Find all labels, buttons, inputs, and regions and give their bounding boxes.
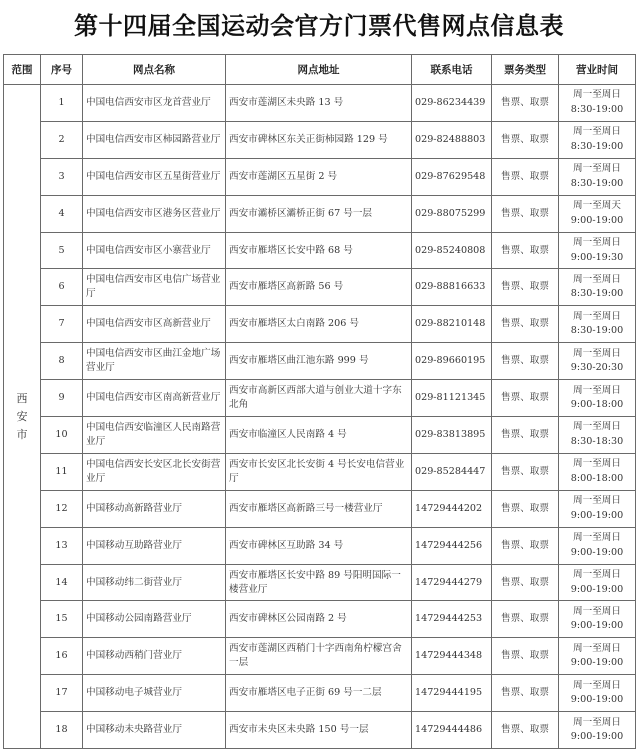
business-time: 9:00-18:00 <box>570 399 624 411</box>
outlet-phone: 029-85240808 <box>412 232 492 269</box>
area-label: 西安市 <box>16 391 28 441</box>
outlet-name: 中国移动电子城营业厅 <box>83 675 226 712</box>
ticket-type: 售票、取票 <box>492 380 559 417</box>
table-row <box>4 232 636 269</box>
business-days: 周一至周日 <box>573 310 621 322</box>
outlet-address: 西安市莲湖区五星街 2 号 <box>226 158 412 195</box>
business-time: 8:30-19:00 <box>570 325 624 337</box>
business-days: 周一至周日 <box>573 642 621 654</box>
row-number: 4 <box>41 195 83 232</box>
document-title: 第十四届全国运动会官方门票代售网点信息表 <box>74 11 564 40</box>
business-hours <box>559 417 636 454</box>
outlet-address: 西安市高新区西部大道与创业大道十字东北角 <box>226 380 412 417</box>
business-hours <box>559 343 636 380</box>
business-time: 9:00-19:00 <box>570 620 624 632</box>
business-hours <box>559 85 636 122</box>
business-days: 周一至周日 <box>573 273 621 285</box>
row-number: 8 <box>41 343 83 380</box>
outlet-phone: 14729444253 <box>412 601 492 638</box>
outlet-address: 西安市雁塔区高新路三号一楼营业厅 <box>226 490 412 527</box>
row-number: 9 <box>41 380 83 417</box>
outlet-name: 中国电信西安市区电信广场营业厅 <box>83 269 226 306</box>
business-time: 8:30-19:00 <box>570 103 624 115</box>
header-number: 序号 <box>41 55 83 85</box>
table-row <box>4 453 636 490</box>
business-time: 9:00-19:00 <box>570 694 624 706</box>
header-ticket-type: 票务类型 <box>492 55 559 85</box>
business-hours <box>559 121 636 158</box>
business-hours <box>559 675 636 712</box>
business-days: 周一至周日 <box>573 532 621 544</box>
ticket-type: 售票、取票 <box>492 453 559 490</box>
business-hours <box>559 564 636 601</box>
row-number: 13 <box>41 527 83 564</box>
header-business-hours: 营业时间 <box>559 55 636 85</box>
outlet-name: 中国电信西安市区南高新营业厅 <box>83 380 226 417</box>
ticket-type: 售票、取票 <box>492 564 559 601</box>
business-hours <box>559 490 636 527</box>
business-hours <box>559 712 636 749</box>
ticket-type: 售票、取票 <box>492 527 559 564</box>
outlet-address: 西安市雁塔区太白南路 206 号 <box>226 306 412 343</box>
table-row <box>4 601 636 638</box>
business-hours <box>559 527 636 564</box>
business-days: 周一至周日 <box>573 89 621 101</box>
header-outlet-address: 网点地址 <box>226 55 412 85</box>
outlet-name: 中国电信西安临潼区人民南路营业厅 <box>83 417 226 454</box>
ticket-type: 售票、取票 <box>492 417 559 454</box>
business-days: 周一至周日 <box>573 163 621 175</box>
business-time: 9:00-19:00 <box>570 546 624 558</box>
outlet-name: 中国电信西安市区高新营业厅 <box>83 306 226 343</box>
business-days: 周一至周日 <box>573 716 621 728</box>
business-time: 9:00-19:30 <box>570 251 624 263</box>
business-hours <box>559 380 636 417</box>
row-number: 18 <box>41 712 83 749</box>
business-days: 周一至周日 <box>573 237 621 248</box>
outlet-phone: 029-87629548 <box>412 158 492 195</box>
ticket-type: 售票、取票 <box>492 85 559 122</box>
outlet-name: 中国移动公园南路营业厅 <box>83 601 226 638</box>
outlet-address: 西安市碑林区互助路 34 号 <box>226 527 412 564</box>
outlet-address: 西安市莲湖区西稍门十字西南角柠檬宫舍一层 <box>226 638 412 675</box>
outlet-name: 中国电信西安市区小寨营业厅 <box>83 232 226 269</box>
business-time: 9:00-19:00 <box>570 509 624 521</box>
business-hours <box>559 453 636 490</box>
table-row <box>4 121 636 158</box>
row-number: 1 <box>41 85 83 122</box>
outlet-address: 西安市莲湖区未央路 13 号 <box>226 85 412 122</box>
ticket-type: 售票、取票 <box>492 675 559 712</box>
business-time: 8:30-19:00 <box>570 140 624 152</box>
outlet-phone: 029-81121345 <box>412 380 492 417</box>
table-row <box>4 638 636 675</box>
outlet-name: 中国移动互助路营业厅 <box>83 527 226 564</box>
header-outlet-name: 网点名称 <box>83 55 226 85</box>
ticket-type: 售票、取票 <box>492 490 559 527</box>
ticket-type: 售票、取票 <box>492 601 559 638</box>
business-days: 周一至周日 <box>573 421 621 433</box>
business-days: 周一至周天 <box>573 200 621 212</box>
business-time: 9:30-20:30 <box>570 362 624 374</box>
business-days: 周一至周日 <box>573 605 621 617</box>
table-row <box>4 490 636 527</box>
table-row <box>4 343 636 380</box>
outlet-address: 西安市雁塔区电子正街 69 号一二层 <box>226 675 412 712</box>
outlet-phone: 029-89660195 <box>412 343 492 380</box>
table-row <box>4 564 636 601</box>
business-days: 周一至周日 <box>573 126 621 138</box>
business-time: 9:00-19:00 <box>570 657 624 669</box>
outlet-address: 西安市碑林区公园南路 2 号 <box>226 601 412 638</box>
row-number: 5 <box>41 232 83 269</box>
outlet-name: 中国电信西安市区曲江金地广场营业厅 <box>83 343 226 380</box>
outlet-address: 西安市碑林区东关正街柿园路 129 号 <box>226 121 412 158</box>
outlet-phone: 14729444202 <box>412 490 492 527</box>
business-hours <box>559 601 636 638</box>
outlet-phone: 029-82488803 <box>412 121 492 158</box>
outlet-name: 中国移动高新路营业厅 <box>83 490 226 527</box>
table-row <box>4 306 636 343</box>
outlet-phone: 029-88075299 <box>412 195 492 232</box>
ticket-type: 售票、取票 <box>492 343 559 380</box>
row-number: 15 <box>41 601 83 638</box>
outlet-address: 西安市未央区未央路 150 号一层 <box>226 712 412 749</box>
ticket-type: 售票、取票 <box>492 306 559 343</box>
ticket-type: 售票、取票 <box>492 232 559 269</box>
row-number: 17 <box>41 675 83 712</box>
outlet-name: 中国移动西稍门营业厅 <box>83 638 226 675</box>
business-days: 周一至周日 <box>573 347 621 359</box>
ticket-type: 售票、取票 <box>492 712 559 749</box>
row-number: 7 <box>41 306 83 343</box>
business-days: 周一至周日 <box>573 384 621 396</box>
header-row <box>4 55 636 85</box>
business-hours <box>559 269 636 306</box>
ticket-type: 售票、取票 <box>492 195 559 232</box>
outlet-phone: 029-88210148 <box>412 306 492 343</box>
business-days: 周一至周日 <box>573 569 621 581</box>
table-row <box>4 712 636 749</box>
outlet-name: 中国电信西安市区港务区营业厅 <box>83 195 226 232</box>
outlet-table <box>3 54 636 749</box>
ticket-type: 售票、取票 <box>492 121 559 158</box>
row-number: 12 <box>41 490 83 527</box>
outlet-phone: 029-85284447 <box>412 453 492 490</box>
business-time: 8:00-18:00 <box>570 472 624 484</box>
outlet-phone: 029-86234439 <box>412 85 492 122</box>
business-time: 9:00-19:00 <box>570 583 624 595</box>
row-number: 6 <box>41 269 83 306</box>
header-phone: 联系电话 <box>412 55 492 85</box>
business-hours <box>559 638 636 675</box>
table-body <box>4 85 636 749</box>
business-time: 8:30-19:00 <box>570 177 624 189</box>
business-hours <box>559 158 636 195</box>
ticket-type: 售票、取票 <box>492 269 559 306</box>
row-number: 16 <box>41 638 83 675</box>
row-number: 3 <box>41 158 83 195</box>
business-time: 8:30-19:00 <box>570 288 624 300</box>
outlet-phone: 029-88816633 <box>412 269 492 306</box>
outlet-address: 西安市雁塔区曲江池东路 999 号 <box>226 343 412 380</box>
table-row <box>4 527 636 564</box>
table-row <box>4 417 636 454</box>
outlet-address: 西安市灞桥区灞桥正街 67 号一层 <box>226 195 412 232</box>
business-time: 9:00-19:00 <box>570 214 624 226</box>
outlet-name: 中国电信西安市区柿园路营业厅 <box>83 121 226 158</box>
outlet-phone: 029-83813895 <box>412 417 492 454</box>
business-days: 周一至周日 <box>573 679 621 691</box>
outlet-name: 中国移动未央路营业厅 <box>83 712 226 749</box>
outlet-address: 西安市雁塔区长安中路 89 号阳明国际一楼营业厅 <box>226 564 412 601</box>
table-row <box>4 158 636 195</box>
table-row <box>4 380 636 417</box>
ticket-type: 售票、取票 <box>492 158 559 195</box>
outlet-address: 西安市长安区北长安街 4 号长安电信营业厅 <box>226 453 412 490</box>
business-time: 9:00-19:00 <box>570 731 624 743</box>
outlet-name: 中国电信西安市区龙首营业厅 <box>83 85 226 122</box>
row-number: 2 <box>41 121 83 158</box>
outlet-name: 中国电信西安市区五星街营业厅 <box>83 158 226 195</box>
business-hours <box>559 306 636 343</box>
outlet-name: 中国电信西安长安区北长安街营业厅 <box>83 453 226 490</box>
outlet-phone: 14729444279 <box>412 564 492 601</box>
outlet-phone: 14729444195 <box>412 675 492 712</box>
business-days: 周一至周日 <box>573 458 621 470</box>
outlet-address: 西安市雁塔区长安中路 68 号 <box>226 232 412 269</box>
table-row <box>4 85 636 122</box>
business-time: 8:30-18:30 <box>570 435 624 447</box>
table-row <box>4 675 636 712</box>
row-number: 14 <box>41 564 83 601</box>
area-cell <box>4 85 41 749</box>
business-hours <box>559 195 636 232</box>
outlet-phone: 14729444486 <box>412 712 492 749</box>
row-number: 11 <box>41 453 83 490</box>
ticket-type: 售票、取票 <box>492 638 559 675</box>
outlet-phone: 14729444256 <box>412 527 492 564</box>
outlet-address: 西安市临潼区人民南路 4 号 <box>226 417 412 454</box>
table-row <box>4 269 636 306</box>
table-row <box>4 195 636 232</box>
header-area: 范围 <box>4 55 41 85</box>
outlet-address: 西安市雁塔区高新路 56 号 <box>226 269 412 306</box>
business-hours <box>559 232 636 269</box>
outlet-name: 中国移动纬二街营业厅 <box>83 564 226 601</box>
business-days: 周一至周日 <box>573 495 621 507</box>
outlet-phone: 14729444348 <box>412 638 492 675</box>
row-number: 10 <box>41 417 83 454</box>
